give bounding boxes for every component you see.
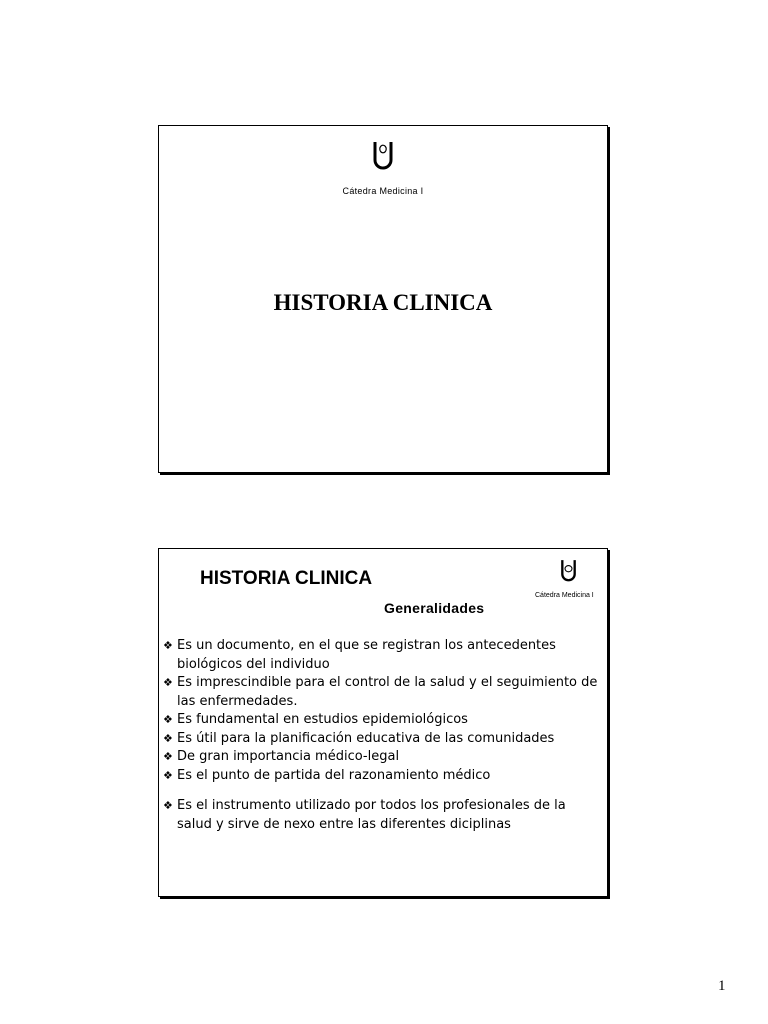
title-slide	[158, 125, 608, 473]
slide-subtitle: Generalidades	[384, 600, 485, 616]
list-item	[163, 767, 603, 786]
list-item-text: Es fundamental en estudios epidemiológicos	[177, 712, 468, 727]
list-item	[163, 797, 603, 834]
list-item-text: Es un documento, en el que se registran los antecedentes biológicos del individuo	[177, 638, 556, 672]
list-item	[163, 748, 603, 767]
diamond-bullet-icon: ❖	[163, 799, 173, 812]
university-logo-icon	[560, 558, 577, 584]
department-label: Cátedra Medicina I	[342, 186, 424, 196]
slide-title: HISTORIA CLINICA	[200, 568, 373, 589]
diamond-bullet-icon: ❖	[163, 750, 173, 763]
diamond-bullet-icon: ❖	[163, 768, 173, 782]
department-label: Cátedra Medicina I	[535, 592, 594, 599]
list-item	[163, 637, 603, 674]
diamond-bullet-icon: ❖	[163, 731, 173, 745]
list-item	[163, 674, 603, 711]
diamond-bullet-icon: ❖	[163, 639, 173, 652]
university-logo-icon	[372, 140, 394, 172]
diamond-bullet-icon: ❖	[163, 676, 173, 689]
list-item-text: Es el punto de partida del razonamiento médico	[177, 767, 491, 783]
list-item-text: Es útil para la planificación educativa de las comunidades	[177, 730, 555, 746]
list-item-text: Es el instrumento utilizado por todos los profesionales de la salud y sirve de nexo entre las diferentes diciplinas	[177, 798, 566, 832]
list-item	[163, 730, 603, 749]
slide-title: HISTORIA CLINICA	[273, 290, 493, 315]
list-item-text: Es imprescindible para el control de la salud y el seguimiento de las enfermedades.	[177, 675, 598, 709]
page-number: 1	[718, 978, 726, 994]
generalities-slide	[158, 548, 608, 897]
bullet-list	[163, 637, 603, 834]
list-item-text: De gran importancia médico-legal	[177, 749, 400, 764]
diamond-bullet-icon: ❖	[163, 713, 173, 726]
list-item	[163, 711, 603, 730]
